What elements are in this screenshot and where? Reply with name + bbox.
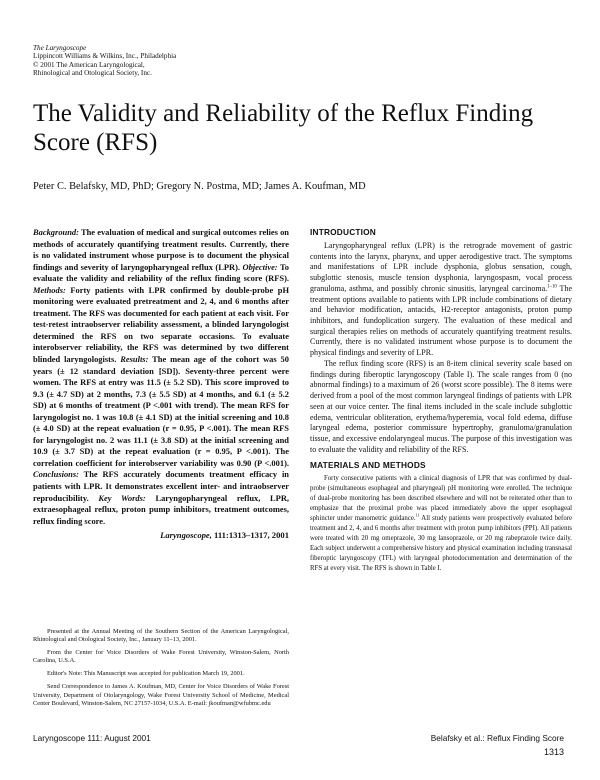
publisher-line: Lippincott Williams & Wilkins, Inc., Philadelphia [33, 52, 177, 61]
journal-header [33, 44, 176, 78]
introduction-heading: INTRODUCTION [310, 227, 377, 237]
introduction-paragraph-1 [310, 241, 572, 359]
conclusions-label: Conclusions: [33, 469, 79, 480]
article-title: The Validity and Reliability of the Reflux Finding Score (RFS) [33, 100, 534, 156]
intro-p1-ref: 1–10 [547, 284, 557, 290]
background-label: Background: [33, 227, 79, 237]
results-text: The mean age of the cohort was 50 years (± 12 standard deviation [SD]). Seventy-three percent were women. The RFS at entry was 11.5 (± 5.2 SD). This score improved to 9.3 (± 4.7 SD) at 2 months, 7.3 (± 5.5 SD) at 4 months, and 6.1 (± 5.2 SD) at 6 months of treatment (P <.001 with trend). The mean RFS for laryngologist no. 1 was 10.8 (± 4.1 SD) at the initial screening and 10.8 (± 4.0 SD) at the repeat evaluation (r = 0.95, P <.001). The mean RFS for laryngologist no. 2 was 11.1 (± 3.8 SD) at the initial screening and 10.9 (± 3.7 SD) at the repeat evaluation (r = 0.95, P <.001). The correlation coefficient for interobserver variability was 0.90 (P <.001). [33, 354, 289, 468]
footnote-correspondence: Send Correspondence to James A. Koufman, MD, Center for Voice Disorders of Wake Forest University, Department of Otolaryngology, Wake Forest University School of Medicine, Medical Center Boulevard, Winston-Salem, NC 27157-1034, U.S.A. E-mail: jkoufman@wfubmc.edu [33, 683, 289, 707]
methods-p1-ref: 11 [415, 512, 420, 518]
objective-text: To evaluate the validity and reliability of the reflux finding score (RFS). [33, 261, 290, 284]
copyright-line-1: © 2001 The American Laryngological, [33, 60, 145, 69]
introduction-paragraph-2: The reflux finding score (RFS) is an 8-item clinical severity scale based on findings during fiberoptic laryngoscopy (Table I). The scale ranges from 0 (no abnormal findings) to a maximum of 26 (worst score possible). The 8 items were derived from a pool of the most common laryngeal findings of patients with LPR seen at our voice center. The final items included in the scale include subglottic edema, ventricular obliteration, erythema/hyperemia, vocal fold edema, diffuse laryngeal edema, posterior commissure hypertrophy, granuloma/granulation tissue, and excessive endolaryngeal mucus. The purpose of this investigation was to evaluate the validity and reliability of the RFS. [310, 358, 572, 454]
page-number: 1313 [543, 747, 564, 757]
keywords-text: Laryngopharyngeal reflux, LPR, extraesophageal reflux, proton pump inhibitors, treatment outcomes, reflux finding score. [33, 492, 290, 526]
methods-section [310, 474, 572, 574]
introduction-section [310, 241, 572, 455]
journal-name: The Laryngoscope [33, 44, 87, 52]
author-list: Peter C. Belafsky, MD, PhD; Gregory N. Postma, MD; James A. Koufman, MD [33, 181, 366, 192]
footer-journal: Laryngoscope 111: August 2001 [33, 733, 151, 743]
methods-p1-text-b: All study patients were prospectively evaluated before treatment and 2, 4, and 6 months after treatment with proton pump inhibitors (PPI). All patients were treated with 20 mg omeprazole, 30 mg lansoprazole, or 20 mg rabeprazole twice daily. Each subject underwent a comprehensive history and physical examination including transnasal fiberoptic laryngoscopy (TFL) with laryngeal photodocumentation and determination of the RFS at every visit. The RFS is shown in Table I. [310, 515, 572, 572]
body-column [310, 227, 572, 574]
citation [33, 530, 289, 540]
footnotes [33, 628, 289, 713]
objective-label: Objective: [242, 261, 278, 272]
abstract-column [33, 227, 289, 540]
methods-p1-text-a: Forty consecutive patients with a clinical diagnosis of LPR that was confirmed by dual-probe (simultaneous esophageal and pharyngeal) pH monitoring were enrolled. The technique of dual-probe monitoring has been described elsewhere and will not be reiterated other than to emphasize that the proximal probe was placed immediately above the upper esophageal sphincter under manometric guidance. [310, 475, 572, 523]
footer-running-title: Belafsky et al.: Reflux Finding Score [430, 733, 564, 743]
keywords-label: Key Words: [98, 492, 146, 503]
results-label: Results: [120, 354, 149, 365]
citation-ref: 111:1313–1317, 2001 [214, 530, 289, 541]
background-text: The evaluation of medical and surgical outcomes relies on methods of accurately quantifying treatment results. Currently, there is no validated instrument whose purpose is to document the physical findings and severity of laryngopharyngeal reflux (LPR). [33, 227, 289, 272]
footnote-affiliation: From the Center for Voice Disorders of Wake Forest University, Winston-Salem, North Carolina, U.S.A. [33, 649, 289, 665]
intro-p1-text-a: Laryngopharyngeal reflux (LPR) is the retrograde movement of gastric contents into the larynx, pharynx, and upper aerodigestive tract. The symptoms and manifestations of LPR include dysphonia, globus sensation, cough, subglottic stenosis, muscle tension dysphonia, laryngospasm, vocal process granuloma, asthma, and possibly chronic sinusitis, laryngeal carcinoma. [310, 241, 572, 293]
footnote-presented: Presented at the Annual Meeting of the Southern Section of the American Laryngological, Rhinological and Otological Society, Inc., January 11–13, 2001. [33, 628, 289, 644]
copyright-line-2: Rhinological and Otological Society, Inc. [33, 69, 152, 78]
methods-label: Methods: [33, 284, 66, 295]
methods-paragraph-1 [310, 474, 572, 574]
intro-p1-text-b: The treatment options available to patients with LPR include combinations of dietary and behavior modification, antacids, H2-receptor antagonists, proton pump inhibitors, and fundoplication surgery. The evaluation of these medical and surgical therapies relies on methods of accurately quantifying treatment results. Currently, there is no validated instrument whose purpose is to document the physical findings and severity of LPR. [310, 283, 572, 358]
footnote-editor: Editor's Note: This Manuscript was accepted for publication March 19, 2001. [47, 670, 245, 678]
conclusions-text: The RFS accurately documents treatment efficacy in patients with LPR. It demonstrates excellent inter- and intraobserver reproducibility. [33, 469, 289, 503]
methods-heading: MATERIALS AND METHODS [310, 460, 426, 471]
citation-journal: Laryngoscope, [160, 530, 212, 541]
abstract-text [33, 227, 289, 527]
methods-text: Forty patients with LPR confirmed by double-probe pH monitoring were evaluated pretreatment and 2, 4, and 6 months after treatment. The RFS was documented for each patient at each visit. For test-retest intraobserver reliability assessment, a blinded laryngologist determined the RFS on two separate occasions. To evaluate interobserver reliability, the RFS was determined by two different blinded laryngologists. [33, 284, 290, 365]
